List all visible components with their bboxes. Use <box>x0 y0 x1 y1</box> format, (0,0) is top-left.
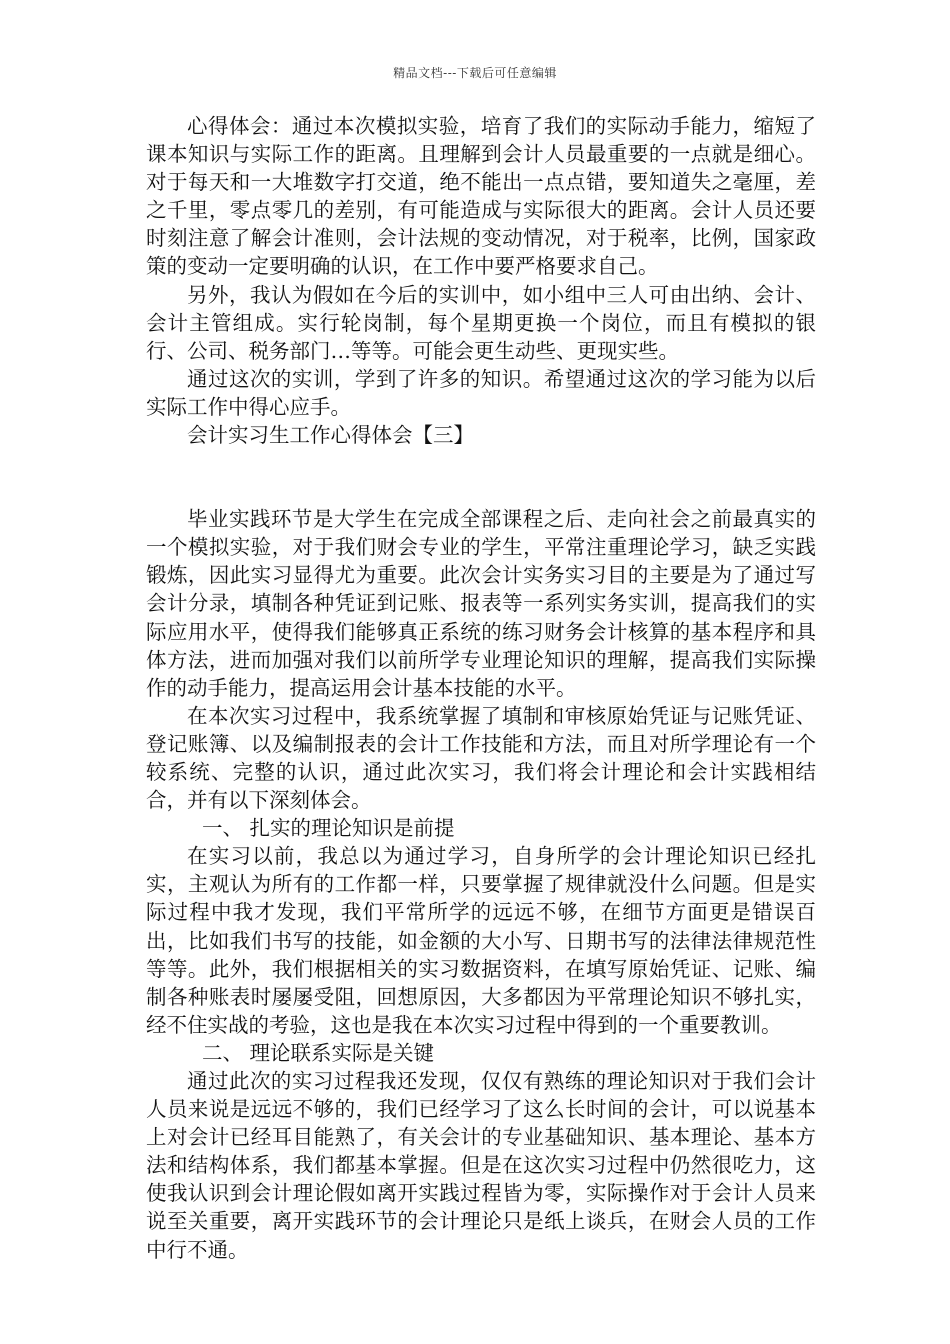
paragraph-reflection: 心得体会：通过本次模拟实验，培育了我们的实际动手能力，缩短了课本知识与实际工作的距离。且理解到会计人员最重要的一点就是细心。对于每天和一大堆数字打交道，绝不能出一点点错，要知道失之毫厘，差之千里，零点零几的差别，有可能造成与实际很大的距离。会计人员还要时刻注意了解会计准则，会计法规的变动情况，对于税率，比例，国家政策的变动一定要明确的认识，在工作中要严格要求自己。 <box>146 114 816 279</box>
paragraph-summary: 在本次实习过程中，我系统掌握了填制和审核原始凭证与记账凭证、登记账簿、以及编制报表的会计工作技能和方法，而且对所学理论有一个较系统、完整的认识，通过此次实习，我们将会计理论和会计实践相结合，并有以下深刻体会。 <box>146 703 816 813</box>
paragraph-theory: 在实习以前，我总以为通过学习，自身所学的会计理论知识已经扎实，主观认为所有的工作都一样，只要掌握了规律就没什么问题。但是实际过程中我才发现，我们平常所学的远远不够，在细节方面更是错误百出，比如我们书写的技能，如金额的大小写、日期书写的法律法律规范性等等。此外，我们根据相关的实习数据资料，在填写原始凭证、记账、编制各种账表时屡屡受阻，回想原因，大多都因为平常理论知识不够扎实，经不住实战的考验，这也是我在本次实习过程中得到的一个重要教训。 <box>146 844 816 1037</box>
subheading-one: 一、 扎实的理论知识是前提 <box>202 816 455 841</box>
document-body <box>146 112 816 1264</box>
paragraph-suggestion: 另外，我认为假如在今后的实训中，如小组中三人可由出纳、会计、会计主管组成。实行轮岗制，每个星期更换一个岗位，而且有模拟的银行、公司、税务部门…等等。可能会更生动些、更现实些。 <box>146 282 816 363</box>
section-title: 会计实习生工作心得体会【三】 <box>187 423 474 448</box>
paragraph-conclusion: 通过这次的实训，学到了许多的知识。希望通过这次的学习能为以后实际工作中得心应手。 <box>146 366 816 419</box>
paragraph-intro: 毕业实践环节是大学生在完成全部课程之后、走向社会之前最真实的一个模拟实验，对于我们财会专业的学生，平常注重理论学习，缺乏实践锻炼，因此实习显得尤为重要。此次会计实务实习目的主要是为了通过写会计分录，填制各种凭证到记账、报表等一系列实务实训，提高我们的实际应用水平，使得我们能够真正系统的练习财务会计核算的基本程序和具体方法，进而加强对我们以前所学专业理论知识的理解，提高我们实际操作的动手能力，提高运用会计基本技能的水平。 <box>146 507 816 700</box>
blank-line <box>146 449 816 505</box>
subheading-two: 二、 理论联系实际是关键 <box>202 1040 435 1065</box>
paragraph-practice: 通过此次的实习过程我还发现，仅仅有熟练的理论知识对于我们会计人员来说是远远不够的，我们已经学习了这么长时间的会计，可以说基本上对会计已经耳目能熟了，有关会计的专业基础知识、基本理论、基本方法和结构体系，我们都基本掌握。但是在这次实习过程中仍然很吃力，这使我认识到会计理论假如离开实践过程皆为零，实际操作对于会计人员来说至关重要，离开实践环节的会计理论只是纸上谈兵，在财会人员的工作中行不通。 <box>146 1069 816 1262</box>
page-header: 精品文档---下载后可任意编辑 <box>393 66 557 80</box>
